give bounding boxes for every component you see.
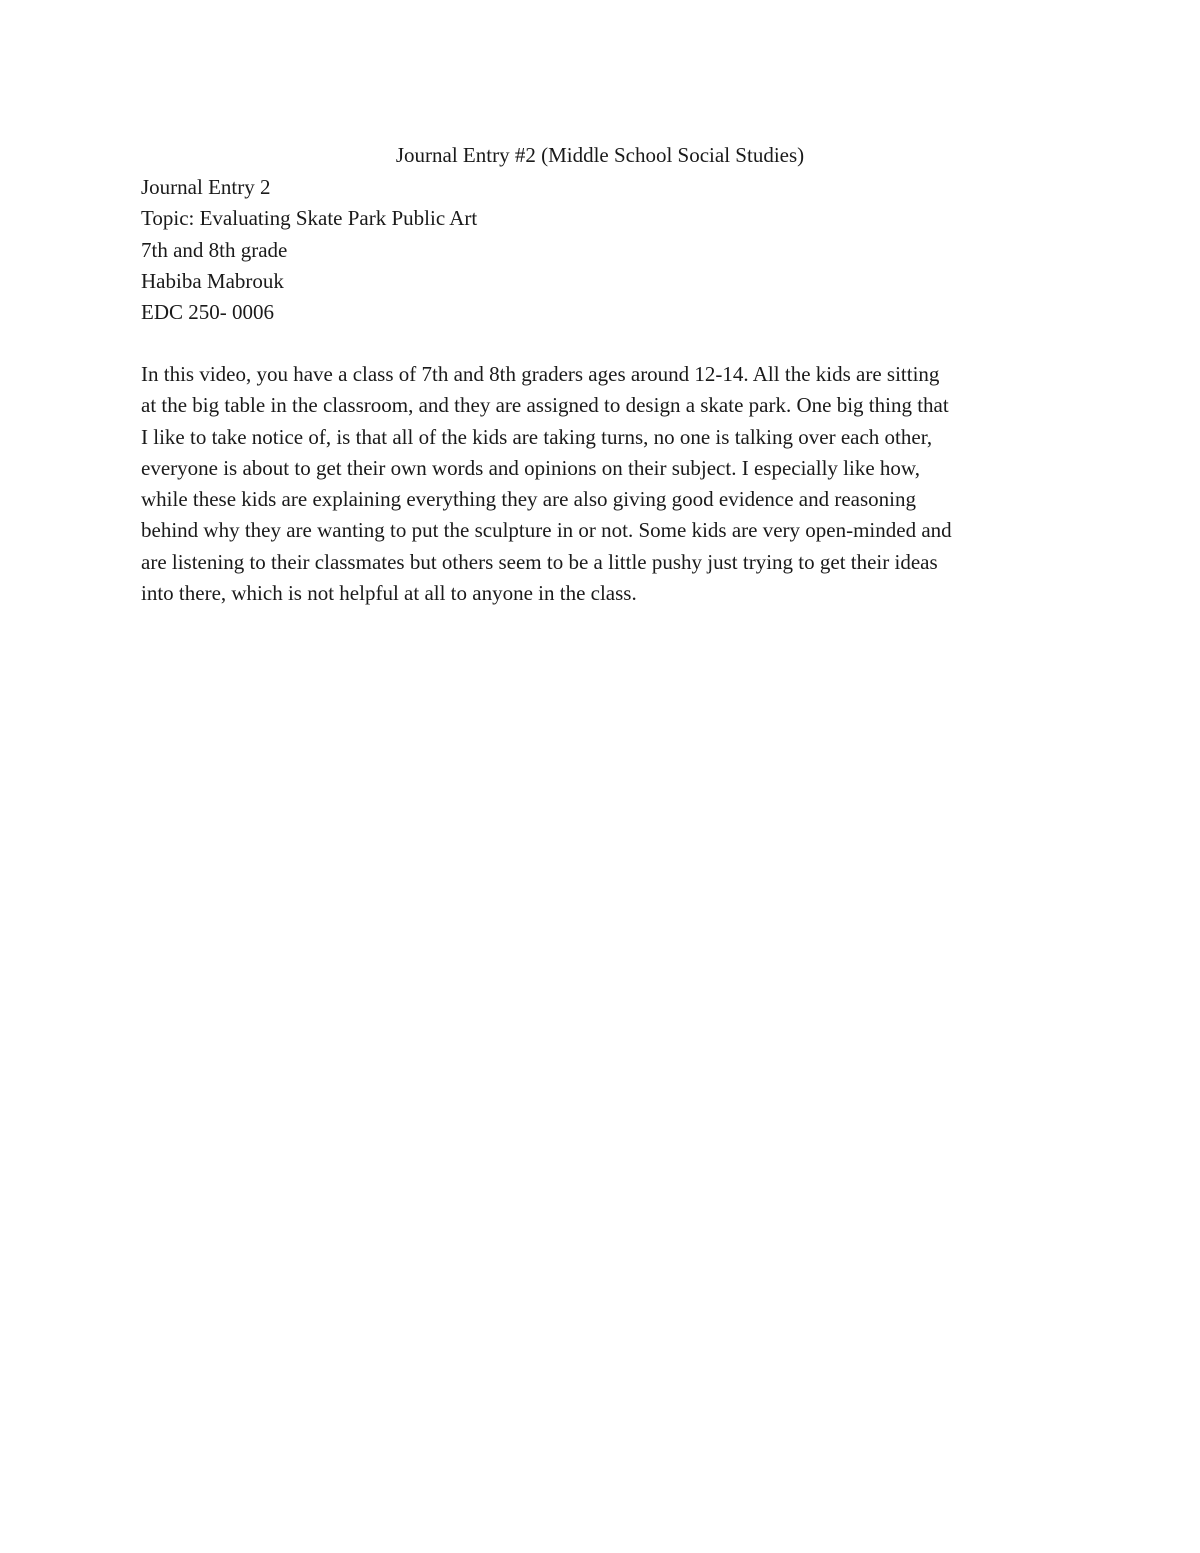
body-line: into there, which is not helpful at all to anyone in the class. [141,581,637,606]
body-line: behind why they are wanting to put the sculpture in or not. Some kids are very open-minded and [141,518,952,543]
body-line: at the big table in the classroom, and they are assigned to design a skate park. One big thing that [141,393,949,418]
entry-label: Journal Entry 2 [141,175,271,199]
entry-grade: 7th and 8th grade [141,237,288,262]
entry-topic: Topic: Evaluating Skate Park Public Art [141,206,478,231]
entry-header [141,172,1061,328]
document-title: Journal Entry #2 (Middle School Social Studies) [395,143,805,167]
entry-course: EDC 250- 0006 [141,300,274,325]
body-paragraph [141,359,1061,609]
body-line: are listening to their classmates but others seem to be a little pushy just trying to get their ideas [141,549,938,574]
body-line: In this video, you have a class of 7th and 8th graders ages around 12-14. All the kids are sitting [141,362,940,386]
body-line: while these kids are explaining everything they are also giving good evidence and reasoning [141,487,917,512]
entry-author: Habiba Mabrouk [141,268,284,293]
body-line: I like to take notice of, is that all of the kids are taking turns, no one is talking over each other, [141,424,933,449]
body-line: everyone is about to get their own words and opinions on their subject. I especially like how, [141,455,920,480]
